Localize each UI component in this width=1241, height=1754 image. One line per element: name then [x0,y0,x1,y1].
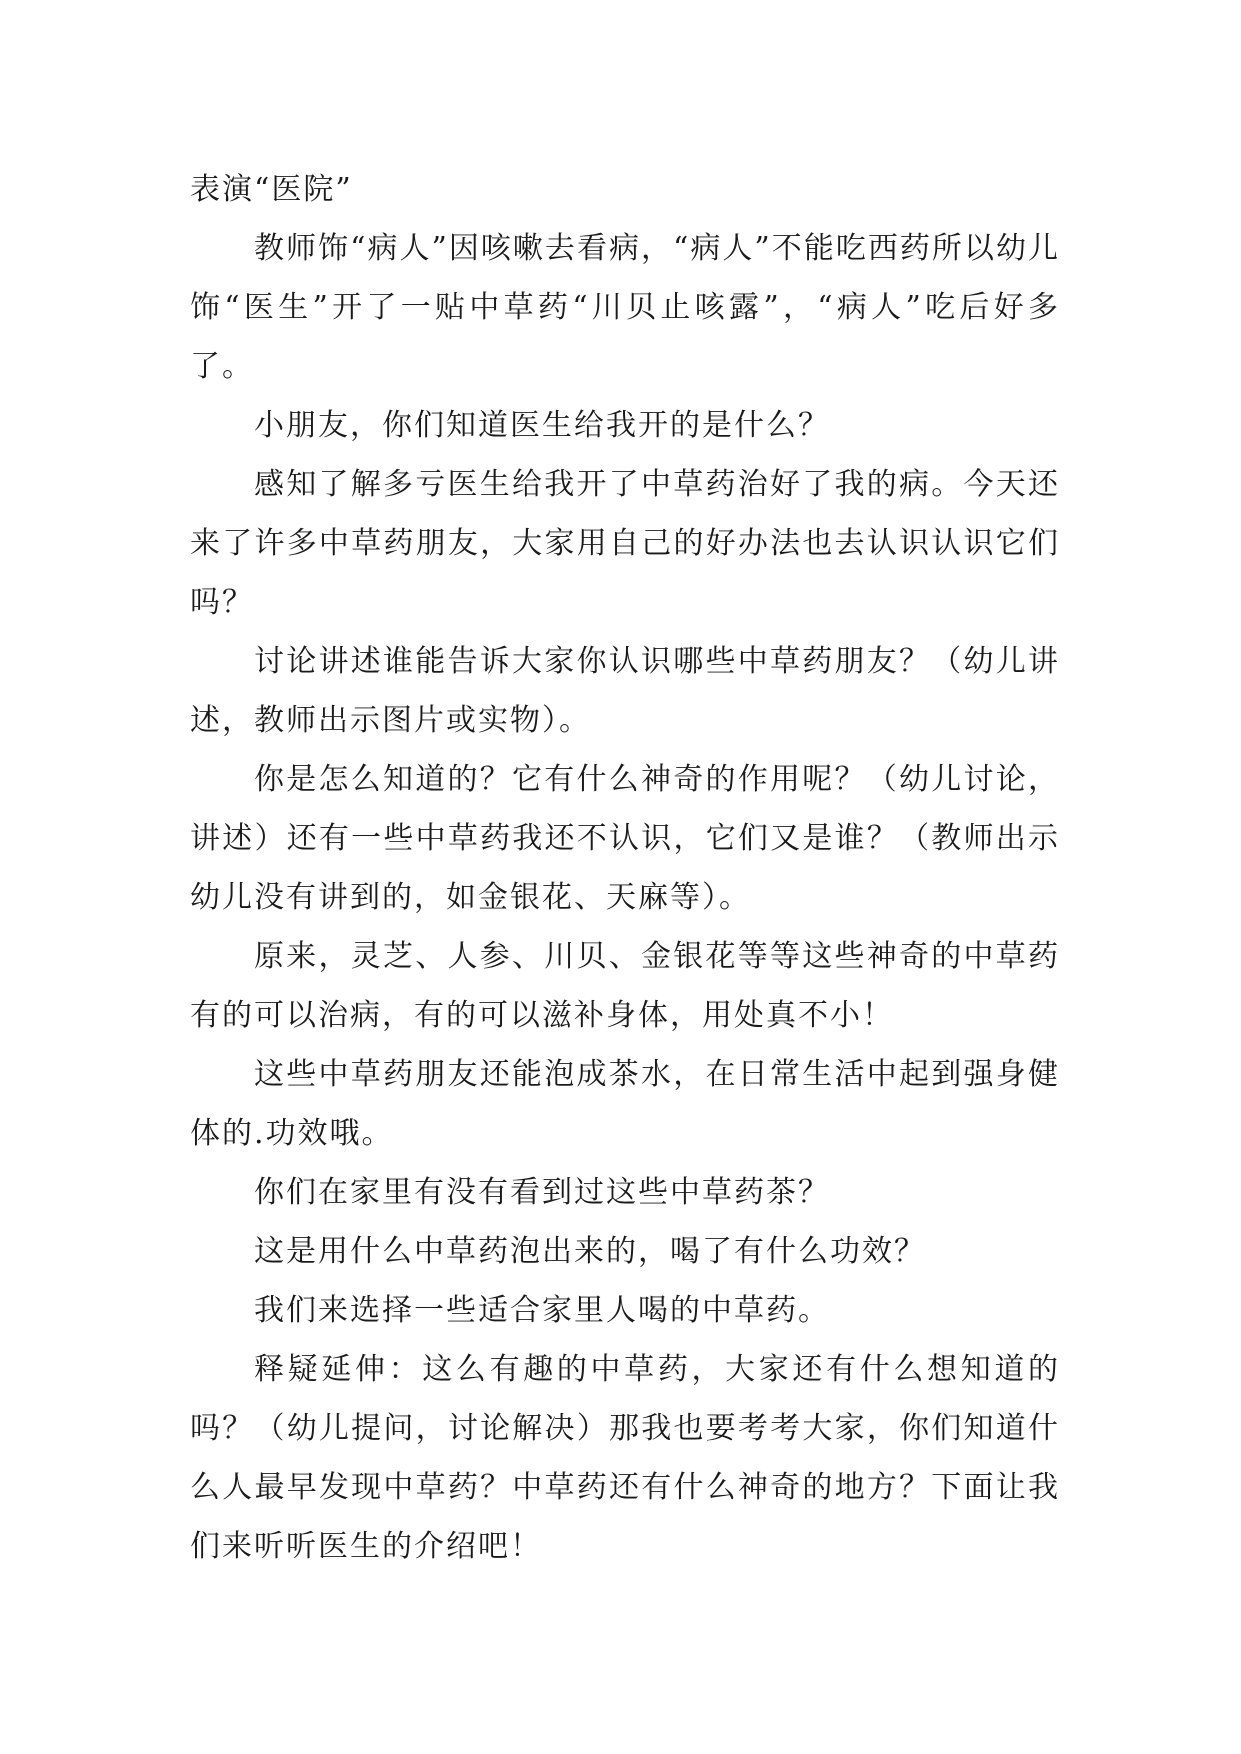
paragraph: 我们来选择一些适合家里人喝的中草药。 [254,1293,830,1328]
paragraph: 这是用什么中草药泡出来的，喝了有什么功效？ [254,1234,926,1269]
paragraph: 感知了解多亏医生给我开了中草药治好了我的病。今天还来了许多中草药朋友，大家用自己的好办法也去认识认识它们吗？ [190,467,1060,620]
paragraph: 教师饰“病人”因咳嗽去看病，“病人”不能吃西药所以幼儿饰“医生”开了一贴中草药“川贝止咳露”，“病人”吃后好多了。 [190,231,1060,384]
paragraph: 讨论讲述谁能告诉大家你认识哪些中草药朋友？（幼儿讲述，教师出示图片或实物）。 [190,644,1060,738]
document-body [190,160,1060,1576]
paragraph: 你是怎么知道的？它有什么神奇的作用呢？（幼儿讨论，讲述）还有一些中草药我还不认识，它们又是谁？（教师出示幼儿没有讲到的，如金银花、天麻等）。 [190,762,1060,915]
paragraph: 表演“医院” [190,172,353,207]
paragraph: 这些中草药朋友还能泡成茶水，在日常生活中起到强身健体的.功效哦。 [190,1057,1060,1151]
paragraph: 释疑延伸：这么有趣的中草药，大家还有什么想知道的吗？（幼儿提问，讨论解决）那我也要考考大家，你们知道什么人最早发现中草药？中草药还有什么神奇的地方？下面让我们来听听医生的介绍吧！ [190,1352,1060,1564]
paragraph: 你们在家里有没有看到过这些中草药茶？ [254,1175,830,1210]
paragraph: 小朋友，你们知道医生给我开的是什么？ [254,408,830,443]
paragraph: 原来，灵芝、人参、川贝、金银花等等这些神奇的中草药有的可以治病，有的可以滋补身体，用处真不小！ [190,939,1060,1033]
